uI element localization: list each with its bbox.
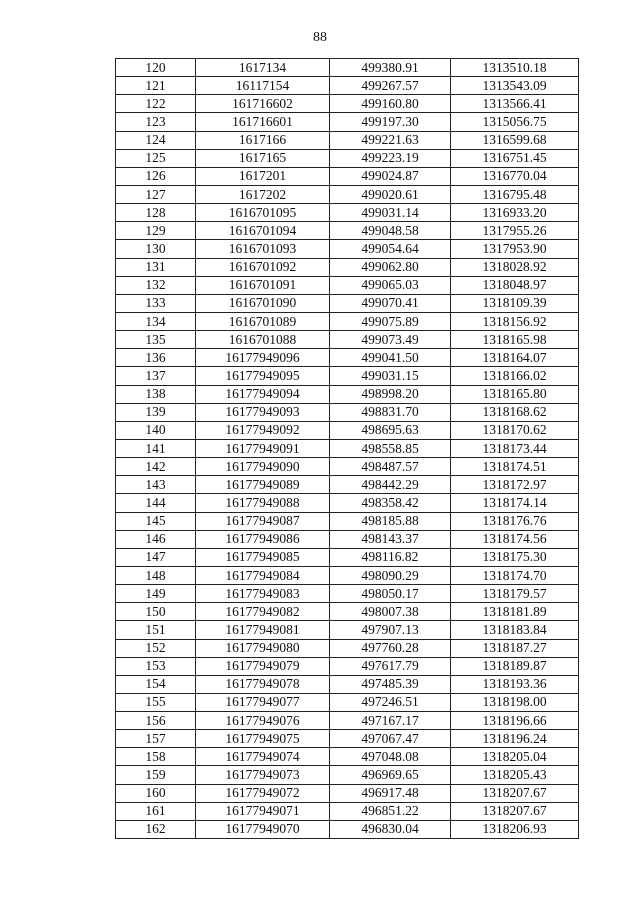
row-index-cell: 124: [116, 131, 196, 149]
y-coordinate-cell: 1318206.93: [451, 820, 579, 838]
y-coordinate-cell: 1318164.07: [451, 349, 579, 367]
table-row: [116, 77, 579, 95]
x-coordinate-cell: 497760.28: [330, 639, 451, 657]
table-row: [116, 421, 579, 439]
point-id-cell: 16177949090: [196, 458, 330, 476]
x-coordinate-cell: 499223.19: [330, 149, 451, 167]
y-coordinate-cell: 1318156.92: [451, 312, 579, 330]
y-coordinate-cell: 1318176.76: [451, 512, 579, 530]
row-index-cell: 120: [116, 59, 196, 77]
table-row: [116, 349, 579, 367]
table-row: [116, 476, 579, 494]
x-coordinate-cell: 498143.37: [330, 530, 451, 548]
table-row: [116, 693, 579, 711]
table-row: [116, 730, 579, 748]
row-index-cell: 129: [116, 222, 196, 240]
point-id-cell: 1617165: [196, 149, 330, 167]
x-coordinate-cell: 498487.57: [330, 458, 451, 476]
row-index-cell: 150: [116, 603, 196, 621]
x-coordinate-cell: 499380.91: [330, 59, 451, 77]
row-index-cell: 128: [116, 204, 196, 222]
x-coordinate-cell: 497167.17: [330, 712, 451, 730]
table-row: [116, 185, 579, 203]
x-coordinate-cell: 498185.88: [330, 512, 451, 530]
table-row: [116, 657, 579, 675]
x-coordinate-cell: 496917.48: [330, 784, 451, 802]
point-id-cell: 1617134: [196, 59, 330, 77]
point-id-cell: 16177949092: [196, 421, 330, 439]
point-id-cell: 1616701091: [196, 276, 330, 294]
x-coordinate-cell: 498831.70: [330, 403, 451, 421]
page-number: 88: [313, 30, 327, 45]
y-coordinate-cell: 1318181.89: [451, 603, 579, 621]
x-coordinate-cell: 499197.30: [330, 113, 451, 131]
y-coordinate-cell: 1316599.68: [451, 131, 579, 149]
row-index-cell: 149: [116, 585, 196, 603]
y-coordinate-cell: 1318205.04: [451, 748, 579, 766]
table-row: [116, 403, 579, 421]
table-row: [116, 530, 579, 548]
row-index-cell: 126: [116, 167, 196, 185]
row-index-cell: 161: [116, 802, 196, 820]
y-coordinate-cell: 1318174.51: [451, 458, 579, 476]
table-row: [116, 204, 579, 222]
y-coordinate-cell: 1318183.84: [451, 621, 579, 639]
x-coordinate-cell: 499031.15: [330, 367, 451, 385]
row-index-cell: 130: [116, 240, 196, 258]
point-id-cell: 16177949071: [196, 802, 330, 820]
point-id-cell: 16177949081: [196, 621, 330, 639]
y-coordinate-cell: 1318165.98: [451, 331, 579, 349]
table-row: [116, 113, 579, 131]
point-id-cell: 16177949091: [196, 439, 330, 457]
y-coordinate-cell: 1318196.66: [451, 712, 579, 730]
y-coordinate-cell: 1318179.57: [451, 585, 579, 603]
row-index-cell: 125: [116, 149, 196, 167]
table-row: [116, 222, 579, 240]
point-id-cell: 16177949087: [196, 512, 330, 530]
table-row: [116, 566, 579, 584]
table-row: [116, 820, 579, 838]
x-coordinate-cell: 498090.29: [330, 566, 451, 584]
x-coordinate-cell: 498116.82: [330, 548, 451, 566]
table-row: [116, 131, 579, 149]
table-row: [116, 766, 579, 784]
row-index-cell: 144: [116, 494, 196, 512]
point-id-cell: 16177949085: [196, 548, 330, 566]
row-index-cell: 131: [116, 258, 196, 276]
table-row: [116, 603, 579, 621]
x-coordinate-cell: 497067.47: [330, 730, 451, 748]
x-coordinate-cell: 498695.63: [330, 421, 451, 439]
row-index-cell: 146: [116, 530, 196, 548]
x-coordinate-cell: 498442.29: [330, 476, 451, 494]
row-index-cell: 121: [116, 77, 196, 95]
x-coordinate-cell: 499031.14: [330, 204, 451, 222]
point-id-cell: 16117154: [196, 77, 330, 95]
table-row: [116, 585, 579, 603]
table-row: [116, 331, 579, 349]
table-row: [116, 149, 579, 167]
row-index-cell: 142: [116, 458, 196, 476]
row-index-cell: 138: [116, 385, 196, 403]
table-row: [116, 240, 579, 258]
table-row: [116, 276, 579, 294]
point-id-cell: 16177949073: [196, 766, 330, 784]
y-coordinate-cell: 1318174.14: [451, 494, 579, 512]
row-index-cell: 153: [116, 657, 196, 675]
row-index-cell: 152: [116, 639, 196, 657]
x-coordinate-cell: 499041.50: [330, 349, 451, 367]
point-id-cell: 16177949079: [196, 657, 330, 675]
x-coordinate-cell: 497617.79: [330, 657, 451, 675]
table-row: [116, 59, 579, 77]
row-index-cell: 160: [116, 784, 196, 802]
y-coordinate-cell: 1318196.24: [451, 730, 579, 748]
y-coordinate-cell: 1318166.02: [451, 367, 579, 385]
x-coordinate-cell: 498558.85: [330, 439, 451, 457]
x-coordinate-cell: 498358.42: [330, 494, 451, 512]
table-row: [116, 712, 579, 730]
y-coordinate-cell: 1316770.04: [451, 167, 579, 185]
x-coordinate-cell: 497246.51: [330, 693, 451, 711]
table-row: [116, 167, 579, 185]
x-coordinate-cell: 498007.38: [330, 603, 451, 621]
row-index-cell: 122: [116, 95, 196, 113]
point-id-cell: 1616701092: [196, 258, 330, 276]
y-coordinate-cell: 1318189.87: [451, 657, 579, 675]
point-id-cell: 1617202: [196, 185, 330, 203]
x-coordinate-cell: 499267.57: [330, 77, 451, 95]
x-coordinate-cell: 499020.61: [330, 185, 451, 203]
x-coordinate-cell: 499073.49: [330, 331, 451, 349]
point-id-cell: 16177949077: [196, 693, 330, 711]
y-coordinate-cell: 1318193.36: [451, 675, 579, 693]
table-row: [116, 512, 579, 530]
point-id-cell: 16177949094: [196, 385, 330, 403]
point-id-cell: 16177949093: [196, 403, 330, 421]
x-coordinate-cell: 497907.13: [330, 621, 451, 639]
x-coordinate-cell: 499070.41: [330, 294, 451, 312]
point-id-cell: 16177949096: [196, 349, 330, 367]
x-coordinate-cell: 499024.87: [330, 167, 451, 185]
row-index-cell: 139: [116, 403, 196, 421]
row-index-cell: 133: [116, 294, 196, 312]
point-id-cell: 161716602: [196, 95, 330, 113]
row-index-cell: 132: [116, 276, 196, 294]
table-body: [116, 59, 579, 839]
point-id-cell: 161716601: [196, 113, 330, 131]
point-id-cell: 1616701094: [196, 222, 330, 240]
row-index-cell: 154: [116, 675, 196, 693]
table-row: [116, 367, 579, 385]
table-row: [116, 294, 579, 312]
y-coordinate-cell: 1318174.56: [451, 530, 579, 548]
table-row: [116, 258, 579, 276]
x-coordinate-cell: 498050.17: [330, 585, 451, 603]
y-coordinate-cell: 1318168.62: [451, 403, 579, 421]
point-id-cell: 16177949089: [196, 476, 330, 494]
y-coordinate-cell: 1318175.30: [451, 548, 579, 566]
y-coordinate-cell: 1318174.70: [451, 566, 579, 584]
x-coordinate-cell: 499160.80: [330, 95, 451, 113]
y-coordinate-cell: 1318165.80: [451, 385, 579, 403]
y-coordinate-cell: 1315056.75: [451, 113, 579, 131]
row-index-cell: 151: [116, 621, 196, 639]
y-coordinate-cell: 1318170.62: [451, 421, 579, 439]
x-coordinate-cell: 497485.39: [330, 675, 451, 693]
y-coordinate-cell: 1318048.97: [451, 276, 579, 294]
row-index-cell: 159: [116, 766, 196, 784]
row-index-cell: 127: [116, 185, 196, 203]
y-coordinate-cell: 1313510.18: [451, 59, 579, 77]
x-coordinate-cell: 496969.65: [330, 766, 451, 784]
y-coordinate-cell: 1318172.97: [451, 476, 579, 494]
x-coordinate-cell: 499048.58: [330, 222, 451, 240]
row-index-cell: 155: [116, 693, 196, 711]
x-coordinate-cell: 499062.80: [330, 258, 451, 276]
point-id-cell: 16177949075: [196, 730, 330, 748]
row-index-cell: 147: [116, 548, 196, 566]
point-id-cell: 16177949095: [196, 367, 330, 385]
table-row: [116, 494, 579, 512]
row-index-cell: 157: [116, 730, 196, 748]
row-index-cell: 156: [116, 712, 196, 730]
table-row: [116, 784, 579, 802]
row-index-cell: 134: [116, 312, 196, 330]
x-coordinate-cell: 496830.04: [330, 820, 451, 838]
table-row: [116, 312, 579, 330]
table-row: [116, 95, 579, 113]
table-row: [116, 748, 579, 766]
y-coordinate-cell: 1316933.20: [451, 204, 579, 222]
point-id-cell: 1617201: [196, 167, 330, 185]
point-id-cell: 16177949086: [196, 530, 330, 548]
point-id-cell: 16177949088: [196, 494, 330, 512]
x-coordinate-cell: 498998.20: [330, 385, 451, 403]
row-index-cell: 141: [116, 439, 196, 457]
point-id-cell: 16177949080: [196, 639, 330, 657]
y-coordinate-cell: 1317955.26: [451, 222, 579, 240]
point-id-cell: 1616701089: [196, 312, 330, 330]
x-coordinate-cell: 499075.89: [330, 312, 451, 330]
y-coordinate-cell: 1313543.09: [451, 77, 579, 95]
row-index-cell: 143: [116, 476, 196, 494]
row-index-cell: 162: [116, 820, 196, 838]
y-coordinate-cell: 1318109.39: [451, 294, 579, 312]
row-index-cell: 136: [116, 349, 196, 367]
point-id-cell: 16177949084: [196, 566, 330, 584]
x-coordinate-cell: 499221.63: [330, 131, 451, 149]
x-coordinate-cell: 497048.08: [330, 748, 451, 766]
point-id-cell: 16177949078: [196, 675, 330, 693]
table-row: [116, 439, 579, 457]
y-coordinate-cell: 1313566.41: [451, 95, 579, 113]
table-row: [116, 802, 579, 820]
table-row: [116, 458, 579, 476]
row-index-cell: 135: [116, 331, 196, 349]
point-id-cell: 1616701090: [196, 294, 330, 312]
point-id-cell: 16177949083: [196, 585, 330, 603]
y-coordinate-cell: 1318187.27: [451, 639, 579, 657]
y-coordinate-cell: 1318207.67: [451, 802, 579, 820]
y-coordinate-cell: 1316751.45: [451, 149, 579, 167]
table-row: [116, 548, 579, 566]
row-index-cell: 158: [116, 748, 196, 766]
coordinates-table: [115, 58, 579, 839]
point-id-cell: 1616701093: [196, 240, 330, 258]
point-id-cell: 16177949070: [196, 820, 330, 838]
row-index-cell: 140: [116, 421, 196, 439]
row-index-cell: 137: [116, 367, 196, 385]
row-index-cell: 148: [116, 566, 196, 584]
point-id-cell: 16177949076: [196, 712, 330, 730]
y-coordinate-cell: 1318207.67: [451, 784, 579, 802]
table-row: [116, 621, 579, 639]
table-row: [116, 675, 579, 693]
point-id-cell: 1617166: [196, 131, 330, 149]
x-coordinate-cell: 499065.03: [330, 276, 451, 294]
point-id-cell: 16177949072: [196, 784, 330, 802]
x-coordinate-cell: 496851.22: [330, 802, 451, 820]
point-id-cell: 16177949082: [196, 603, 330, 621]
y-coordinate-cell: 1318205.43: [451, 766, 579, 784]
point-id-cell: 1616701095: [196, 204, 330, 222]
table-row: [116, 639, 579, 657]
y-coordinate-cell: 1316795.48: [451, 185, 579, 203]
row-index-cell: 123: [116, 113, 196, 131]
table-row: [116, 385, 579, 403]
y-coordinate-cell: 1317953.90: [451, 240, 579, 258]
point-id-cell: 16177949074: [196, 748, 330, 766]
y-coordinate-cell: 1318028.92: [451, 258, 579, 276]
x-coordinate-cell: 499054.64: [330, 240, 451, 258]
point-id-cell: 1616701088: [196, 331, 330, 349]
y-coordinate-cell: 1318173.44: [451, 439, 579, 457]
y-coordinate-cell: 1318198.00: [451, 693, 579, 711]
row-index-cell: 145: [116, 512, 196, 530]
